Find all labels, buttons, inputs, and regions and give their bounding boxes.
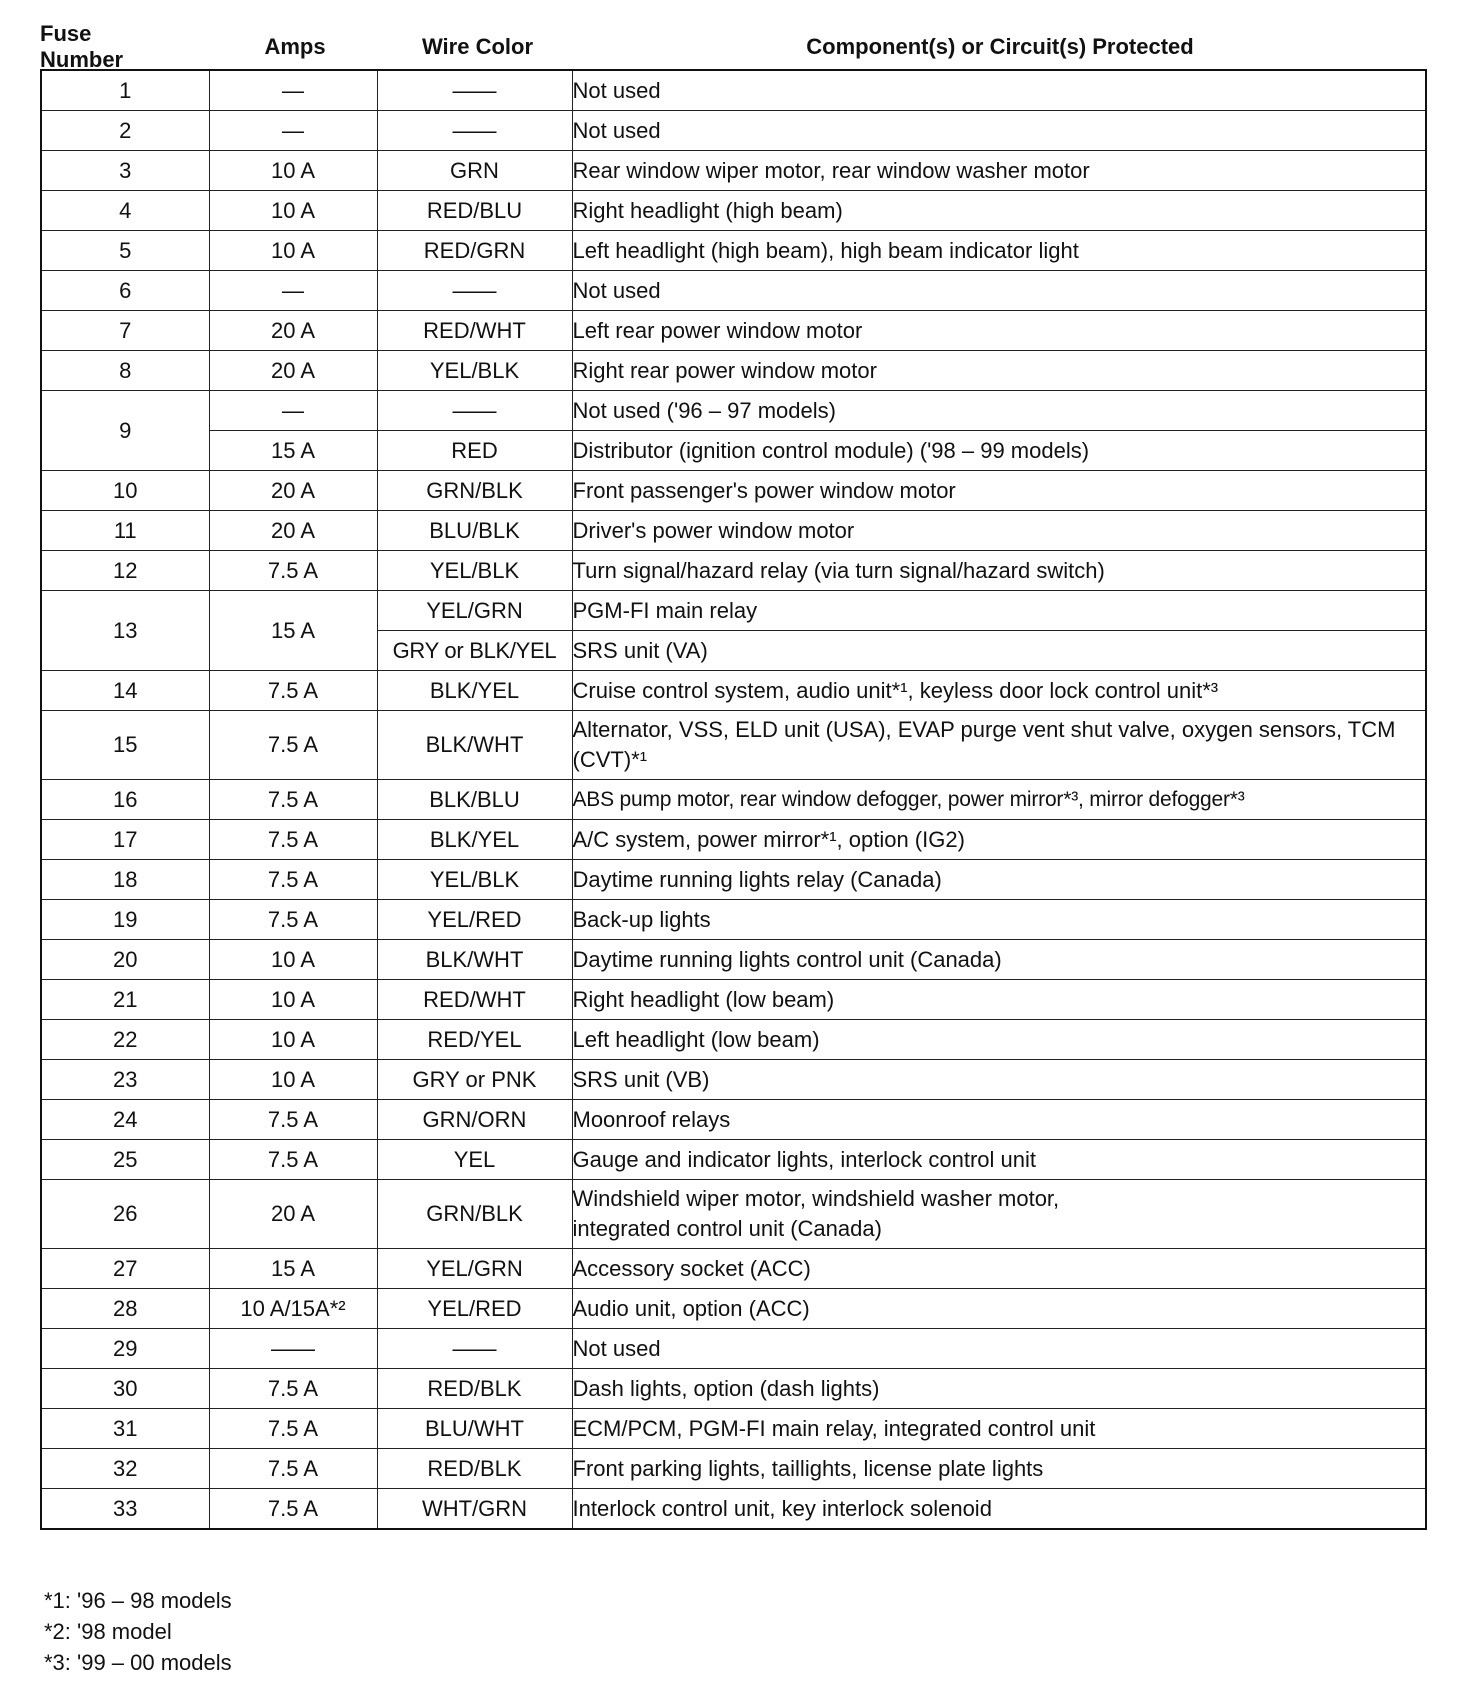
table-row (41, 711, 1426, 780)
cell-component: Not used ('96 – 97 models) (572, 391, 1426, 431)
cell-wire: GRN/ORN (377, 1100, 572, 1140)
cell-fuse: 4 (41, 191, 209, 231)
cell-wire: BLK/WHT (377, 711, 572, 780)
cell-component: Not used (572, 271, 1426, 311)
cell-component: Gauge and indicator lights, interlock control unit (572, 1140, 1426, 1180)
cell-fuse: 5 (41, 231, 209, 271)
cell-fuse: 21 (41, 980, 209, 1020)
cell-wire: RED (377, 431, 572, 471)
cell-fuse: 2 (41, 111, 209, 151)
cell-component: Left headlight (high beam), high beam indicator light (572, 231, 1426, 271)
cell-wire: YEL/BLK (377, 551, 572, 591)
cell-fuse: 24 (41, 1100, 209, 1140)
table-row (41, 351, 1426, 391)
cell-component: Turn signal/hazard relay (via turn signal/hazard switch) (572, 551, 1426, 591)
cell-fuse: 30 (41, 1369, 209, 1409)
header-fuse-number: Fuse Number (40, 21, 124, 72)
cell-wire: RED/GRN (377, 231, 572, 271)
header-wire-color: Wire Color (421, 34, 534, 59)
cell-fuse: 1 (41, 70, 209, 111)
cell-fuse: 33 (41, 1489, 209, 1530)
table-row (41, 1249, 1426, 1289)
cell-component: Cruise control system, audio unit*¹, keyless door lock control unit*³ (572, 671, 1426, 711)
cell-component: Right headlight (high beam) (572, 191, 1426, 231)
cell-amps: 20 A (209, 511, 377, 551)
cell-amps: 7.5 A (209, 820, 377, 860)
cell-fuse: 19 (41, 900, 209, 940)
cell-component: Left headlight (low beam) (572, 1020, 1426, 1060)
cell-fuse: 22 (41, 1020, 209, 1060)
cell-component: PGM-FI main relay (572, 591, 1426, 631)
cell-wire: BLU/BLK (377, 511, 572, 551)
cell-amps: 7.5 A (209, 711, 377, 780)
cell-component: ECM/PCM, PGM-FI main relay, integrated control unit (572, 1409, 1426, 1449)
cell-component: Moonroof relays (572, 1100, 1426, 1140)
cell-component: A/C system, power mirror*¹, option (IG2) (572, 820, 1426, 860)
cell-wire: —— (377, 271, 572, 311)
table-row (41, 1329, 1426, 1369)
cell-fuse: 31 (41, 1409, 209, 1449)
cell-amps: 20 A (209, 471, 377, 511)
cell-fuse: 25 (41, 1140, 209, 1180)
cell-wire: GRN/BLK (377, 471, 572, 511)
cell-amps: — (209, 271, 377, 311)
cell-component: Right rear power window motor (572, 351, 1426, 391)
table-row (41, 70, 1426, 111)
cell-wire: YEL/RED (377, 1289, 572, 1329)
table-row (41, 231, 1426, 271)
cell-amps: 15 A (209, 1249, 377, 1289)
header-component: Component(s) or Circuit(s) Protected (806, 34, 1194, 59)
cell-component: Rear window wiper motor, rear window washer motor (572, 151, 1426, 191)
cell-wire: BLK/YEL (377, 820, 572, 860)
table-row (41, 1409, 1426, 1449)
cell-amps: 7.5 A (209, 1369, 377, 1409)
cell-component: ABS pump motor, rear window defogger, power mirror*³, mirror defogger*³ (572, 780, 1426, 820)
table-row (41, 551, 1426, 591)
table-row (41, 780, 1426, 820)
cell-amps: 7.5 A (209, 780, 377, 820)
cell-amps: 15 A (209, 431, 377, 471)
cell-component: Driver's power window motor (572, 511, 1426, 551)
cell-component: Front passenger's power window motor (572, 471, 1426, 511)
cell-wire: YEL (377, 1140, 572, 1180)
cell-amps: 20 A (209, 1180, 377, 1249)
cell-wire: RED/WHT (377, 311, 572, 351)
cell-amps: 7.5 A (209, 860, 377, 900)
cell-amps: 7.5 A (209, 551, 377, 591)
table-row (41, 591, 1426, 631)
cell-wire: RED/BLK (377, 1369, 572, 1409)
cell-wire: RED/BLU (377, 191, 572, 231)
cell-fuse: 17 (41, 820, 209, 860)
cell-wire: WHT/GRN (377, 1489, 572, 1530)
cell-amps: 7.5 A (209, 1489, 377, 1530)
cell-component: Front parking lights, taillights, license plate lights (572, 1449, 1426, 1489)
cell-amps: 20 A (209, 351, 377, 391)
cell-component: SRS unit (VB) (572, 1060, 1426, 1100)
fuse-table (40, 69, 1427, 1530)
cell-wire: GRY or BLK/YEL (377, 631, 572, 671)
cell-fuse: 27 (41, 1249, 209, 1289)
table-row (41, 471, 1426, 511)
cell-amps: 10 A (209, 940, 377, 980)
cell-component: Daytime running lights control unit (Canada) (572, 940, 1426, 980)
cell-wire: —— (377, 391, 572, 431)
cell-wire: GRN/BLK (377, 1180, 572, 1249)
footnote: *1: '96 – 98 models (44, 1588, 232, 1613)
cell-component: SRS unit (VA) (572, 631, 1426, 671)
table-row (41, 1140, 1426, 1180)
cell-wire: YEL/BLK (377, 351, 572, 391)
header-amps: Amps (264, 34, 326, 59)
cell-fuse: 6 (41, 271, 209, 311)
cell-wire: BLK/YEL (377, 671, 572, 711)
cell-amps: 10 A (209, 151, 377, 191)
table-row (41, 271, 1426, 311)
cell-component: Windshield wiper motor, windshield washer motor, integrated control unit (Canada) (572, 1180, 1426, 1249)
cell-component: Accessory socket (ACC) (572, 1249, 1426, 1289)
cell-amps: 7.5 A (209, 1409, 377, 1449)
table-row (41, 1369, 1426, 1409)
cell-fuse: 18 (41, 860, 209, 900)
cell-fuse: 15 (41, 711, 209, 780)
table-row (41, 511, 1426, 551)
cell-component: Alternator, VSS, ELD unit (USA), EVAP purge vent shut valve, oxygen sensors, TCM (CVT)*¹ (572, 711, 1426, 780)
cell-amps: 10 A (209, 980, 377, 1020)
cell-fuse: 9 (41, 391, 209, 471)
cell-fuse: 3 (41, 151, 209, 191)
table-row (41, 391, 1426, 431)
table-row (41, 1020, 1426, 1060)
cell-fuse: 16 (41, 780, 209, 820)
cell-component: Back-up lights (572, 900, 1426, 940)
table-row (41, 1180, 1426, 1249)
cell-amps: 10 A (209, 231, 377, 271)
cell-wire: YEL/RED (377, 900, 572, 940)
cell-component: Not used (572, 70, 1426, 111)
cell-fuse: 26 (41, 1180, 209, 1249)
table-row (41, 940, 1426, 980)
cell-amps: 10 A (209, 1020, 377, 1060)
cell-wire: —— (377, 1329, 572, 1369)
cell-wire: RED/YEL (377, 1020, 572, 1060)
table-row (41, 1060, 1426, 1100)
cell-component: Audio unit, option (ACC) (572, 1289, 1426, 1329)
table-row (41, 311, 1426, 351)
cell-fuse: 28 (41, 1289, 209, 1329)
cell-amps: — (209, 391, 377, 431)
table-row (41, 1449, 1426, 1489)
cell-fuse: 29 (41, 1329, 209, 1369)
table-row (41, 1289, 1426, 1329)
cell-amps: 10 A (209, 191, 377, 231)
cell-wire: YEL/BLK (377, 860, 572, 900)
cell-fuse: 12 (41, 551, 209, 591)
cell-fuse: 7 (41, 311, 209, 351)
table-row (41, 151, 1426, 191)
cell-amps: 20 A (209, 311, 377, 351)
cell-fuse: 13 (41, 591, 209, 671)
cell-amps: — (209, 70, 377, 111)
cell-amps: 7.5 A (209, 900, 377, 940)
footnotes (44, 1585, 232, 1678)
cell-component: Dash lights, option (dash lights) (572, 1369, 1426, 1409)
table-row (41, 671, 1426, 711)
footnote: *3: '99 – 00 models (44, 1650, 232, 1675)
cell-wire: GRN (377, 151, 572, 191)
table-row (41, 860, 1426, 900)
cell-wire: —— (377, 111, 572, 151)
cell-fuse: 11 (41, 511, 209, 551)
cell-wire: RED/WHT (377, 980, 572, 1020)
cell-amps: 7.5 A (209, 671, 377, 711)
table-row (41, 820, 1426, 860)
cell-wire: —— (377, 70, 572, 111)
table-row (41, 900, 1426, 940)
table-row (41, 980, 1426, 1020)
cell-component: Right headlight (low beam) (572, 980, 1426, 1020)
cell-component: Not used (572, 1329, 1426, 1369)
footnote: *2: '98 model (44, 1619, 172, 1644)
cell-amps: — (209, 111, 377, 151)
cell-component: Not used (572, 111, 1426, 151)
cell-component: Daytime running lights relay (Canada) (572, 860, 1426, 900)
cell-amps: 7.5 A (209, 1140, 377, 1180)
cell-wire: BLU/WHT (377, 1409, 572, 1449)
cell-wire: RED/BLK (377, 1449, 572, 1489)
cell-wire: BLK/WHT (377, 940, 572, 980)
table-row (41, 1100, 1426, 1140)
cell-fuse: 10 (41, 471, 209, 511)
cell-wire: GRY or PNK (377, 1060, 572, 1100)
cell-fuse: 32 (41, 1449, 209, 1489)
cell-amps: 7.5 A (209, 1449, 377, 1489)
cell-component: Interlock control unit, key interlock solenoid (572, 1489, 1426, 1530)
cell-amps: 15 A (209, 591, 377, 671)
cell-component: Left rear power window motor (572, 311, 1426, 351)
cell-fuse: 20 (41, 940, 209, 980)
cell-amps: 7.5 A (209, 1100, 377, 1140)
cell-wire: BLK/BLU (377, 780, 572, 820)
cell-fuse: 8 (41, 351, 209, 391)
table-row (41, 191, 1426, 231)
cell-fuse: 23 (41, 1060, 209, 1100)
table-row (41, 111, 1426, 151)
table-row (41, 431, 1426, 471)
cell-component: Distributor (ignition control module) ('98 – 99 models) (572, 431, 1426, 471)
cell-amps: 10 A (209, 1060, 377, 1100)
table-row (41, 1489, 1426, 1530)
cell-fuse: 14 (41, 671, 209, 711)
cell-wire: YEL/GRN (377, 1249, 572, 1289)
cell-wire: YEL/GRN (377, 591, 572, 631)
cell-amps: 10 A/15A*² (209, 1289, 377, 1329)
cell-amps: —— (209, 1329, 377, 1369)
